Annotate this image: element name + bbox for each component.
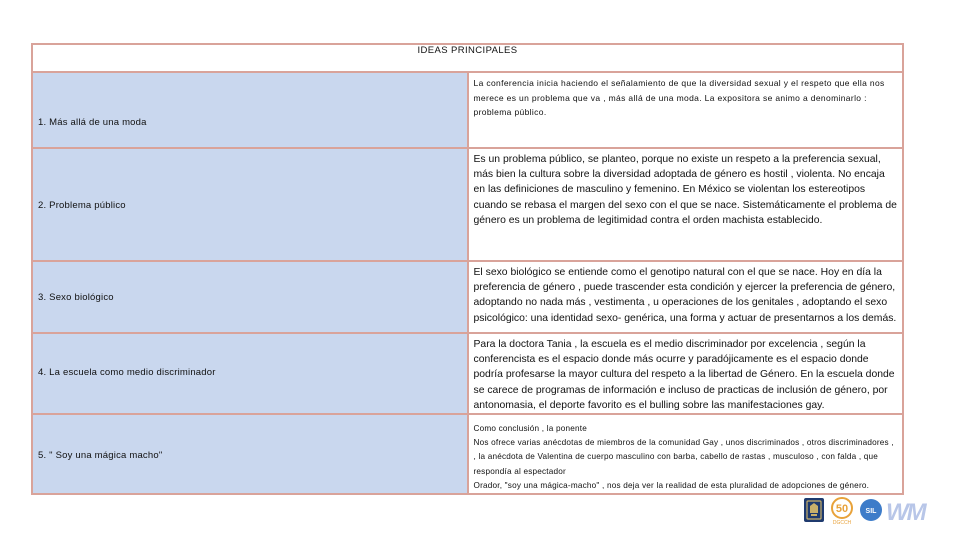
badge-logo [860, 499, 882, 521]
description-cell [468, 414, 904, 494]
topic-label: 1. Más allá de una moda [38, 117, 147, 128]
anniversary-label: DGCCH [832, 520, 852, 526]
topic-cell [32, 333, 468, 414]
description-text [469, 415, 903, 493]
description-cell [468, 148, 904, 261]
anniversary-number: 50 [835, 503, 849, 515]
description-cell [468, 72, 904, 148]
table-row [32, 72, 903, 148]
description-cell [468, 261, 904, 333]
footer-logos [802, 496, 954, 526]
anniversary-logo [832, 498, 852, 526]
topic-cell [32, 261, 468, 333]
badge-label: SIL [865, 508, 877, 515]
topic-cell [32, 148, 468, 261]
table-header-row [32, 44, 903, 72]
description-text: Es un problema público, se planteo, porque no existe un respeto a la preferencia sexual, más bien la cultura sobre la diversidad adoptada de género es hostil , violenta. No encaja en las definiciones de masculino y femenino. En México se violentan los estereotipos cuando se rebasa el margen del sexo con el que se nace. Sistemáticamente el problema de género es un problema de legitimidad contra el orden machista establecido. [473, 154, 897, 226]
description-text: Para la doctora Tania , la escuela es el medio discriminador por excelencia , según la conferencista es el espacio donde más ocurre y paradójicamente es el espacio donde podría profesarse la mayor cultura del respeto a la libertad de Género. En la escuela donde se carece de programas de información e incluso de practicas de inclusión de género, por antonomasia, el deporte favorito es el bulling sobre las manifestaciones gay. [473, 339, 895, 411]
wordmark-logo [886, 499, 928, 526]
description-cell [468, 333, 904, 414]
table-title: IDEAS PRINCIPALES [32, 44, 903, 72]
table-row [32, 261, 903, 333]
topic-label: 2. Problema público [38, 200, 126, 211]
description-text: El sexo biológico se entiende como el genotipo natural con el que se nace. Hoy en día la preferencia de género , puede trascender esta condición y ejercer la preferencia de género, adoptando no nada más , vestimenta , u operaciones de los genitales , adoptando el sexo psicológico: una identidad sexo- genérica, una forma y actuar de presentarnos a los demás. [473, 267, 897, 324]
description-text: La conferencia inicia haciendo el señalamiento de que la diversidad sexual y el respeto que ella nos merece es un problema que va , más allá de una moda. La expositora se animo a denominarlo : problema público. [473, 78, 885, 117]
table-row [32, 333, 903, 414]
wordmark-text: WM [886, 499, 925, 526]
table-row [32, 414, 903, 494]
topic-label: 4. La escuela como medio discriminador [38, 367, 216, 378]
ideas-table [31, 43, 904, 495]
table-row [32, 148, 903, 261]
topic-cell [32, 414, 468, 494]
topic-cell [32, 72, 468, 148]
topic-label: 3. Sexo biológico [38, 292, 114, 303]
topic-label: 5. " Soy una mágica macho" [38, 450, 163, 462]
university-seal-logo [804, 498, 824, 522]
closing-line: Orador, "soy una mágica-macho" , nos deja ver la realidad de esta pluralidad de adopciones de género. [473, 480, 870, 490]
anecdote-line: Nos ofrece varias anécdotas de miembros de la comunidad Gay , unos discriminados , otros discriminadores , , la anécdota de Valentina de cuerpo masculino con barba, cabello de rastas , musculoso , con falda , que respondía al espectador [473, 438, 894, 476]
conclusion-line: Como conclusión , la ponente [473, 424, 587, 434]
